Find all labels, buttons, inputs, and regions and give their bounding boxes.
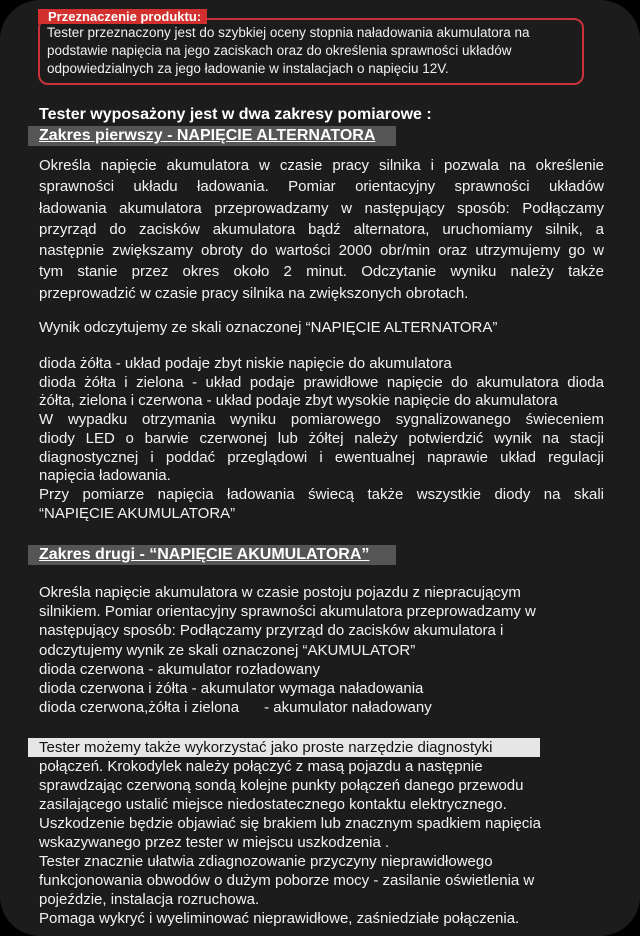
range1-results xyxy=(39,355,604,523)
range1-scale-note xyxy=(39,318,604,337)
range2-paragraph xyxy=(39,583,604,717)
text-line: Przy pomiarze napięcia ładowania świecą także wszystkie diody na skali xyxy=(39,485,604,503)
text-line: połączeń. Krokodylek należy połączyć z masą pojazdu a następnie xyxy=(39,758,483,775)
text-line: podstawie napięcia na jego zaciskach oraz do określenia sprawności układów xyxy=(47,43,512,58)
ranges-heading: Tester wyposażony jest w dwa zakresy pomiarowe : xyxy=(39,106,432,123)
text-line: przeprowadzić w czasie pracy silnika na zwiększonych obrotach. xyxy=(39,284,469,302)
text-line: “NAPIĘCIE AKUMULATORA” xyxy=(39,504,236,522)
text-line: odpowiedzialnych za jego ładowanie w instalacjach o napięciu 12V. xyxy=(47,61,449,76)
text-line: tym stanie przez okres około 2 minut. Odczytanie wyniku należy także xyxy=(39,263,604,281)
diagnostics-highlight: Tester możemy także wykorzystać jako proste narzędzie diagnostyki xyxy=(39,739,493,756)
text-line: sprawności układu ładowania. Pomiar orientacyjny sprawności układów xyxy=(39,178,604,196)
text-line: żółta, zielona i czerwona - układ podaje zbyt wysokie napięcie do akumulatora xyxy=(39,392,558,410)
text-line: ładowania akumulatora przeprowadzamy w następujący sposób: Podłączamy xyxy=(39,199,604,217)
text-line: następujący sposób: Podłączamy przyrząd do zacisków akumulatora i xyxy=(39,622,504,640)
text-line: dioda czerwona i żółta - akumulator wymaga naładowania xyxy=(39,680,424,698)
text-line: napięcia ładowania. xyxy=(39,467,171,485)
text-line: pojeździe, instalacja rozruchowa. xyxy=(39,891,260,908)
text-line: sprawdzając czerwoną sondą kolejne punkty połączeń danego przewodu xyxy=(39,777,524,794)
range1-title-bar xyxy=(28,126,396,146)
purpose-text xyxy=(47,24,530,78)
text-line: Tester przeznaczony jest do szybkiej oceny stopnia naładowania akumulatora na xyxy=(47,25,530,40)
text-line: Uszkodzenie będzie objawiać się brakiem lub znacznym spadkiem napięcia xyxy=(39,815,541,832)
diagnostics-highlight-bar xyxy=(28,738,540,757)
text-line: W wypadku otrzymania wyniku pomiarowego sygnalizowanego świeceniem xyxy=(39,411,604,429)
text-line: Wynik odczytujemy ze skali oznaczonej “NAPIĘCIE ALTERNATORA” xyxy=(39,319,498,336)
text-line: dioda żółta i zielona - układ podaje prawidłowe napięcie do akumulatora dioda xyxy=(39,373,604,391)
text-line: diagnostycznej i poddać przeglądowi i ewentualnej naprawie układ regulacji xyxy=(39,448,604,466)
text-line: Pomaga wykryć i wyeliminować nieprawidłowe, zaśniedziałe połączenia. xyxy=(39,910,520,927)
range1-paragraph xyxy=(39,155,604,304)
text-line: wskazywanego przez tester w miejscu uszkodzenia . xyxy=(39,834,390,851)
range2-title: Zakres drugi - “NAPIĘCIE AKUMULATORA” xyxy=(39,546,370,563)
purpose-label: Przeznaczenie produktu: xyxy=(38,9,207,24)
text-line: Tester znacznie ułatwia zdiagnozowanie przyczyny nieprawidłowego xyxy=(39,853,493,870)
text-line: silnikiem. Pomiar orientacyjny sprawności akumulatora przeprowadzamy w xyxy=(39,603,536,621)
text-line: Określa napięcie akumulatora w czasie pracy silnika i pozwala na określenie xyxy=(39,157,604,174)
text-line: odczytujemy wynik ze skali oznaczonej “AKUMULATOR” xyxy=(39,641,416,659)
range2-title-bar xyxy=(28,545,396,565)
text-line: diody LED o barwie czerwonej lub żółtej należy potwierdzić wynik na stacji xyxy=(39,429,604,447)
text-line: zasilającego ustalić miejsce niedostatecznego kontaktu elektrycznego. xyxy=(39,796,507,813)
text-line: dioda żółta - układ podaje zbyt niskie napięcie do akumulatora xyxy=(39,355,452,372)
text-line: dioda czerwona - akumulator rozładowany xyxy=(39,660,320,678)
range1-title: Zakres pierwszy - NAPIĘCIE ALTERNATORA xyxy=(39,127,376,144)
diagnostics-paragraph xyxy=(39,757,604,928)
text-line: dioda czerwona,żółta i zielona - akumulator naładowany xyxy=(39,699,432,717)
text-line: przyrząd do zacisków akumulatora bądź alternatora, uruchomiamy silnik, a xyxy=(39,220,604,238)
text-line: następnie zwiększamy obroty do wartości 2000 obr/min oraz utrzymujemy go w xyxy=(39,242,604,260)
text-line: Określa napięcie akumulatora w czasie postoju pojazdu z niepracującym xyxy=(39,584,521,601)
text-line: funkcjonowania obwodów o dużym poborze mocy - zasilanie oświetlenia w xyxy=(39,872,535,889)
